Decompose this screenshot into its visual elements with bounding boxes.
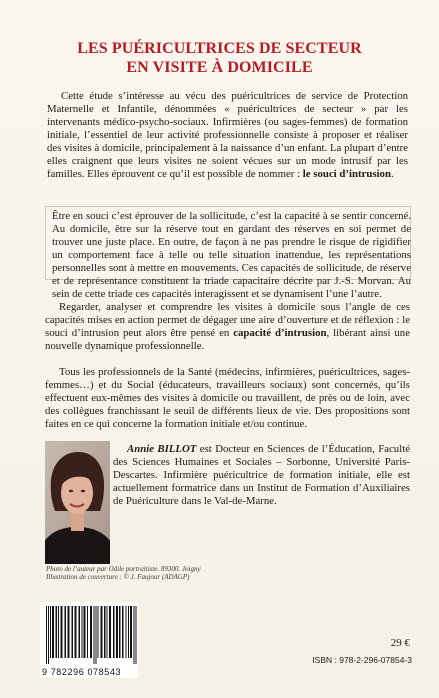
barcode-bar bbox=[46, 606, 47, 664]
paragraph-intro bbox=[47, 90, 408, 181]
barcode-bar bbox=[68, 606, 70, 658]
author-name: Annie BILLOT bbox=[127, 443, 197, 455]
barcode-bar bbox=[104, 606, 106, 658]
isbn: ISBN : 978-2-296-07854-3 bbox=[312, 655, 412, 665]
barcode-bar bbox=[90, 606, 92, 658]
paragraph-intro-bold: le souci d’intrusion bbox=[302, 168, 391, 180]
barcode-bar bbox=[65, 606, 67, 658]
barcode-bar bbox=[101, 606, 103, 658]
title-line-1: LES PUÉRICULTRICES DE SECTEUR bbox=[77, 40, 362, 57]
barcode-bar bbox=[84, 606, 86, 658]
barcode-bar bbox=[126, 606, 127, 658]
paragraph-analysis-end: , libérant ainsi une nouvelle dynamique professionnelle. bbox=[45, 327, 410, 352]
photo-credit: Photo de l’auteur par Odile portraitiste. 89300. Joigny bbox=[46, 565, 201, 573]
barcode-bar bbox=[48, 606, 49, 664]
barcode-bar bbox=[50, 606, 51, 658]
barcode-bar bbox=[122, 606, 124, 658]
barcode-digits: 9 782296 078543 bbox=[42, 667, 122, 677]
paragraph-analysis bbox=[45, 301, 410, 353]
author-bio bbox=[113, 443, 410, 508]
barcode-bar bbox=[107, 606, 108, 658]
paragraph-analysis-bold: capacité d’intrusion bbox=[233, 327, 327, 339]
paragraph-intro-end: . bbox=[390, 168, 394, 180]
barcode-bar bbox=[72, 606, 74, 658]
barcode-bar bbox=[56, 606, 58, 658]
author-bio-text: est Docteur en Sciences de l’Éducation, Faculté des Sciences Humaines et Sociales – Sorbonne, Université Paris-Descartes. Infirmière puéricultrice de formation initiale, elle est actuellement formatrice dans un Institut de Formation d’Auxiliaires de Puériculture dans le Val-de-Marne. bbox=[113, 443, 410, 507]
price: 29 € bbox=[390, 637, 410, 649]
paragraph-professionals: Tous les professionnels de la Santé (médecins, infirmières, puéricultrices, sages-femmes…) et du Social (éducateurs, travailleurs sociaux) sont concernés, qu’ils effectuent eux-mêmes des visites à domicile ou travaillent, de près ou de loin, avec des collègues franchissant le seuil de différents lieux de vie. Des propositions sont faites en ce qui concerne la formation initiale et/ou continue. bbox=[45, 366, 410, 430]
barcode-bar bbox=[109, 606, 111, 658]
paragraph-intro-text: Cette étude s’intéresse au vécu des puéricultrices de service de Protection Maternelle et Infantile, dénommées « puéricultrices de secteur » par les intervenants médico-psycho-sociaux. Infirmières (ou sages-femmes) de formation initiale, l’essentiel de leur activité professionnelle consiste à proposer et réaliser des visites à domicile, principalement à la naissance d’un enfant. La plupart d’entre elles craignent que leurs visites ne soient vécues sur un mode intrusif par les familles. Elles éprouvent ce qu’il est possible de nommer : bbox=[47, 90, 408, 180]
paragraph-analysis-text: Regarder, analyser et comprendre les visites à domicile sous l’angle de ces capacités mises en action permet de dégager une aire d’ouverture et de réflexion : le souci d’intrusion peut alors être pensé en bbox=[45, 301, 410, 339]
barcode-bar bbox=[58, 606, 59, 658]
barcode-bar bbox=[119, 606, 121, 658]
barcode-bar bbox=[75, 606, 77, 658]
barcode-bar bbox=[128, 606, 129, 658]
barcode-bars bbox=[40, 602, 138, 664]
paragraph-sollicitude: Être en souci c’est éprouver de la sollicitude, c’est la capacité à se sentir concerné. Au domicile, être sur la réserve tout en gardant des réserves en soi permet de trouver une juste place. En outre, de façon à ne pas prendre le risque de rigidifier un comportement face à telle ou telle situation inattendue, les représentations personnelles sont à mettre en mouvements. Ces capacités de sollicitude, de réserve et de représentance constituent la triade capacitaire décrite par J.-S. Morvan. Au sein de cette triade ces capacités interagissent et se dynamisent l’une l’autre. bbox=[52, 210, 411, 300]
title-line-2: EN VISITE À DOMICILE bbox=[126, 59, 313, 76]
barcode-bar bbox=[52, 606, 54, 658]
barcode-bar bbox=[136, 606, 137, 664]
barcode-bar bbox=[134, 606, 135, 664]
barcode-bar bbox=[98, 606, 99, 658]
author-photo bbox=[45, 441, 110, 564]
author-portrait-image bbox=[45, 441, 110, 564]
barcode-bar bbox=[79, 606, 81, 658]
photo-credits bbox=[46, 565, 296, 581]
barcode-bar bbox=[94, 606, 95, 664]
barcode-bar bbox=[87, 606, 88, 658]
barcode-bar bbox=[130, 606, 132, 658]
barcode-bar bbox=[96, 606, 97, 664]
barcode-bar bbox=[113, 606, 115, 658]
barcode-bar bbox=[61, 606, 63, 658]
barcode-bar bbox=[116, 606, 118, 658]
barcode-bar bbox=[82, 606, 83, 658]
illustration-credit: Illustration de couverture : © J. Faujour (ADAGP) bbox=[46, 573, 190, 581]
